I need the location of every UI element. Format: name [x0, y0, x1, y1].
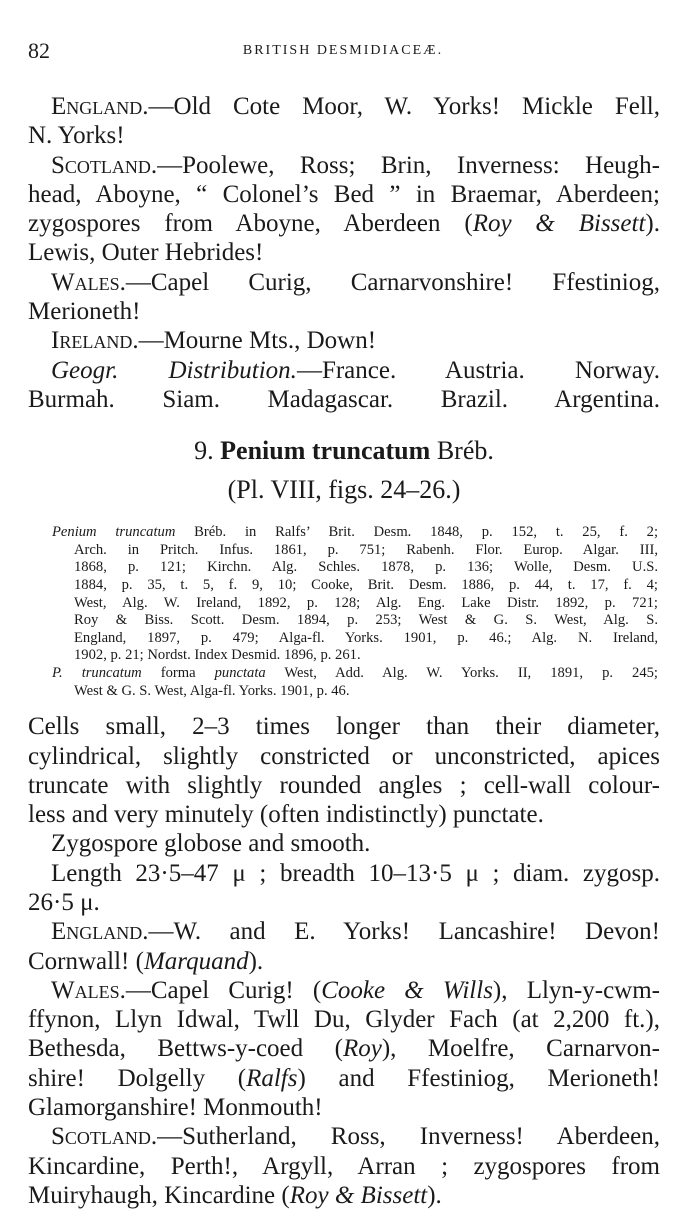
- reference-line: Penium truncatum Bréb. in Ralfs’ Brit. Desm. 1848, p. 152, t. 25, f. 2;: [52, 524, 658, 541]
- species-heading: [28, 436, 660, 466]
- reference-line: 1868, p. 121; Kirchn. Alg. Schles. 1878, p. 136; Wolle, Desm. U.S.: [74, 559, 658, 576]
- plate-reference: (Pl. VIII, figs. 24–26.): [227, 475, 461, 505]
- text-line: N. Yorks!: [28, 122, 125, 150]
- species-number: 9.: [194, 436, 214, 466]
- running-title: BRITISH DESMIDIACEÆ.: [242, 43, 444, 58]
- page-number: 82: [28, 38, 50, 63]
- reference-line: West, Alg. W. Ireland, 1892, p. 128; Alg. Eng. Lake Distr. 1892, p. 721;: [74, 594, 658, 611]
- measurements-line: Length 23·5–47 μ ; breadth 10–13·5 μ ; diam. zygosp.: [51, 859, 660, 887]
- reference-line: England, 1897, p. 479; Alga-fl. Yorks. 1901, p. 46.; Alg. N. Ireland,: [74, 629, 658, 646]
- reference-line: 1884, p. 35, t. 5, f. 9, 10; Cooke, Brit. Desm. 1886, p. 44, t. 17, f. 4;: [74, 577, 658, 594]
- text-line: shire! Dolgelly (Ralfs) and Ffestiniog, Merioneth!: [28, 1064, 661, 1092]
- locality-wales-line: Wales.—Capel Curig, Carnarvonshire! Ffestiniog,: [51, 268, 660, 296]
- locality-ireland-line: Ireland.—Mourne Mts., Down!: [51, 327, 377, 355]
- text-line: Cornwall! (Marquand).: [28, 947, 264, 975]
- reference-line: P. truncatum forma punctata West, Add. Alg. W. Yorks. II, 1891, p. 245;: [52, 665, 658, 682]
- page-body: [28, 92, 660, 1210]
- text-line: Lewis, Outer Hebrides!: [28, 239, 264, 267]
- text-line: Bethesda, Bettws-y-coed (Roy), Moelfre, Carnarvon-: [28, 1035, 660, 1063]
- region-label: England.: [51, 918, 149, 946]
- region-label: Scotland.: [51, 151, 158, 179]
- species-description: [28, 712, 660, 917]
- description-line: less and very minutely (often indistinctly) punctate.: [28, 801, 544, 829]
- description-line: Zygospore globose and smooth.: [51, 830, 371, 858]
- measurements-line: 26·5 μ.: [28, 888, 100, 916]
- locality-scotland-line: Scotland.—Poolewe, Ross; Brin, Inverness: Heugh-: [51, 151, 660, 179]
- reference-line: 1902, p. 21; Nordst. Index Desmid. 1896, p. 261.: [74, 647, 361, 664]
- description-line: cylindrical, slightly constricted or unconstricted, apices: [28, 742, 660, 770]
- geographic-distribution-line: Geogr. Distribution.—France. Austria. Norway.: [51, 356, 660, 384]
- region-label: Wales.: [51, 268, 126, 296]
- text-line: Glamorganshire! Monmouth!: [28, 1094, 323, 1122]
- description-line: truncate with slightly rounded angles ; cell-wall colour-: [28, 771, 660, 799]
- reference-line: Roy & Biss. Scott. Desm. 1894, p. 253; West & G. S. West, Alg. S.: [74, 612, 658, 629]
- species-author: Bréb.: [436, 436, 494, 466]
- text-line: zygospores from Aboyne, Aberdeen (Roy & Bissett).: [28, 210, 660, 238]
- text-line: ffynon, Llyn Idwal, Twll Du, Glyder Fach (at 2,200 ft.),: [28, 1006, 660, 1034]
- text-line: Kincardine, Perth!, Argyll, Arran ; zygospores from: [28, 1152, 660, 1180]
- text-line: head, Aboyne, “ Colonel’s Bed ” in Braemar, Aberdeen;: [28, 180, 660, 208]
- region-label: Wales.: [51, 976, 126, 1004]
- distribution-wales-line: Wales.—Capel Curig! (Cooke & Wills), Llyn-y-cwm-: [51, 976, 660, 1004]
- distribution-england-line: England.—W. and E. Yorks! Lancashire! Devon!: [51, 918, 660, 946]
- text-line: Merioneth!: [28, 298, 141, 326]
- geogr-label: Geogr. Distribution.: [51, 356, 297, 384]
- reference-line: Arch. in Pritch. Infus. 1861, p. 751; Rabenh. Flor. Europ. Algar. III,: [74, 541, 658, 558]
- distribution-scotland-line: Scotland.—Sutherland, Ross, Inverness! Aberdeen,: [51, 1123, 660, 1151]
- description-line: Cells small, 2–3 times longer than their diameter,: [28, 713, 660, 741]
- species-name: Penium truncatum: [220, 436, 431, 466]
- text-line: Muiryhaugh, Kincardine (Roy & Bissett).: [28, 1181, 442, 1209]
- region-label: England.: [51, 93, 149, 120]
- page-header: [28, 38, 658, 68]
- reference-line: West & G. S. West, Alga-fl. Yorks. 1901, p. 46.: [74, 682, 350, 699]
- region-label: Ireland.: [51, 327, 139, 355]
- text-line: Burmah. Siam. Madagascar. Brazil. Argentina.: [28, 385, 660, 413]
- region-label: Scotland.: [51, 1123, 158, 1151]
- locality-england-line: England.—Old Cote Moor, W. Yorks! Mickle Fell,: [51, 93, 660, 120]
- references-block: [28, 524, 658, 700]
